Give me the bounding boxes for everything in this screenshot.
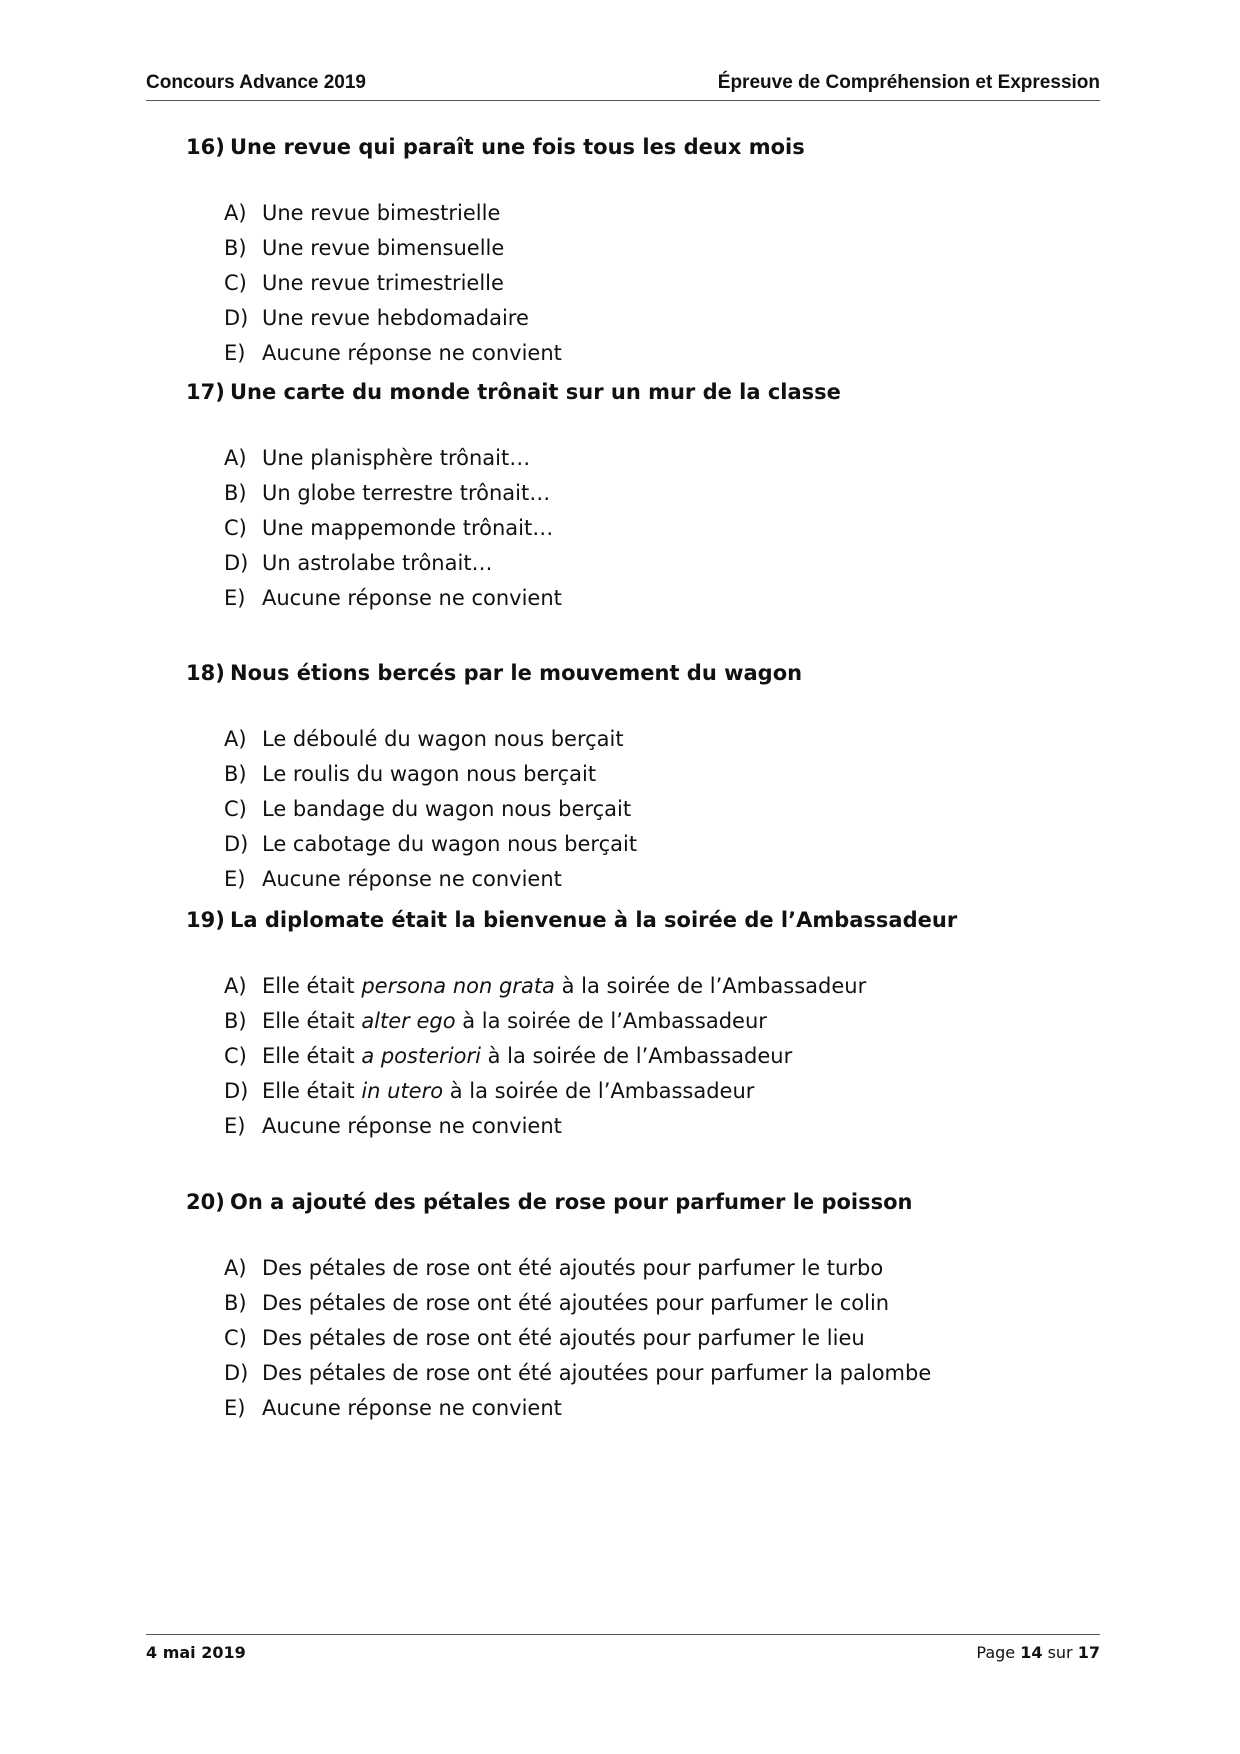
page-footer <box>146 1634 1100 1662</box>
option-text: Le bandage du wagon nous berçait <box>262 797 632 821</box>
option-letter: E) <box>224 586 246 610</box>
question-title <box>186 132 1086 162</box>
option-item <box>224 829 637 864</box>
option-letter: A) <box>224 446 247 470</box>
option-italic-term: persona non grata <box>361 974 555 998</box>
option-text: Aucune réponse ne convient <box>262 586 562 610</box>
option-letter: E) <box>224 1114 246 1138</box>
option-text: Elle était <box>262 974 362 998</box>
option-letter: A) <box>224 201 247 225</box>
option-item <box>224 724 637 759</box>
options-list <box>224 724 637 899</box>
option-text: Aucune réponse ne convient <box>262 341 562 365</box>
option-text: Le déboulé du wagon nous berçait <box>262 727 624 751</box>
question-title <box>186 658 1086 688</box>
option-letter: E) <box>224 867 246 891</box>
option-text-suffix: à la soirée de l’Ambassadeur <box>480 1044 793 1068</box>
option-text: Un astrolabe trônait… <box>262 551 493 575</box>
option-letter: A) <box>224 727 247 751</box>
options-list <box>224 1253 931 1428</box>
page-header <box>146 72 1100 101</box>
question-title <box>186 1187 1086 1217</box>
option-item <box>224 759 637 794</box>
option-letter: B) <box>224 481 247 505</box>
option-item <box>224 1358 931 1393</box>
option-letter: E) <box>224 1396 246 1420</box>
option-letter: D) <box>224 1079 249 1103</box>
option-letter: A) <box>224 1256 247 1280</box>
option-item <box>224 864 637 899</box>
exam-date: 4 mai 2019 <box>146 1643 246 1662</box>
option-item <box>224 1076 866 1111</box>
option-italic-term: a posteriori <box>361 1044 481 1068</box>
option-item <box>224 198 562 233</box>
options-list <box>224 198 562 373</box>
option-letter: C) <box>224 271 247 295</box>
option-letter: D) <box>224 832 249 856</box>
option-letter: D) <box>224 1361 249 1385</box>
option-item <box>224 548 562 583</box>
question-number: 17) <box>186 380 225 404</box>
option-letter: C) <box>224 516 247 540</box>
option-text: Aucune réponse ne convient <box>262 867 562 891</box>
option-letter: D) <box>224 551 249 575</box>
option-item <box>224 1288 931 1323</box>
option-text: Une planisphère trônait… <box>262 446 531 470</box>
option-item <box>224 478 562 513</box>
option-item <box>224 513 562 548</box>
option-item <box>224 583 562 618</box>
option-item <box>224 1393 931 1428</box>
option-text: Elle était <box>262 1009 362 1033</box>
option-item <box>224 971 866 1006</box>
page-total: 17 <box>1077 1643 1100 1662</box>
question-number: 18) <box>186 661 225 685</box>
option-text: Des pétales de rose ont été ajoutés pour parfumer le turbo <box>262 1256 884 1280</box>
option-italic-term: alter ego <box>361 1009 456 1033</box>
options-list <box>224 971 866 1146</box>
option-item <box>224 1253 931 1288</box>
question-number: 16) <box>186 135 225 159</box>
option-item <box>224 1323 931 1358</box>
question-17 <box>186 377 1086 610</box>
question-text: La diplomate était la bienvenue à la soirée de l’Ambassadeur <box>230 908 958 932</box>
option-letter: B) <box>224 1291 247 1315</box>
option-text: Aucune réponse ne convient <box>262 1114 562 1138</box>
option-text: Une mappemonde trônait… <box>262 516 554 540</box>
question-text: On a ajouté des pétales de rose pour parfumer le poisson <box>230 1190 913 1214</box>
question-text: Une carte du monde trônait sur un mur de la classe <box>230 380 841 404</box>
option-text: Elle était <box>262 1044 362 1068</box>
exam-title: Concours Advance 2019 <box>146 72 366 93</box>
section-title: Épreuve de Compréhension et Expression <box>717 72 1100 93</box>
option-item <box>224 338 562 373</box>
option-text-suffix: à la soirée de l’Ambassadeur <box>554 974 867 998</box>
option-letter: B) <box>224 1009 247 1033</box>
options-list <box>224 443 562 618</box>
option-letter: C) <box>224 1326 247 1350</box>
option-text: Une revue hebdomadaire <box>262 306 529 330</box>
question-20 <box>186 1187 1086 1420</box>
option-text-suffix: à la soirée de l’Ambassadeur <box>443 1079 755 1103</box>
option-item <box>224 268 562 303</box>
option-text: Des pétales de rose ont été ajoutées pour parfumer le colin <box>262 1291 890 1315</box>
option-item <box>224 233 562 268</box>
option-item <box>224 1006 866 1041</box>
option-letter: B) <box>224 762 247 786</box>
question-16 <box>186 132 1086 365</box>
option-item <box>224 1041 866 1076</box>
option-letter: E) <box>224 341 246 365</box>
page-word: Page <box>976 1643 1016 1662</box>
option-text: Une revue bimestrielle <box>262 201 501 225</box>
option-letter: C) <box>224 1044 247 1068</box>
option-text: Un globe terrestre trônait… <box>262 481 551 505</box>
option-letter: D) <box>224 306 249 330</box>
question-18 <box>186 658 1086 891</box>
question-text: Nous étions bercés par le mouvement du wagon <box>230 661 803 685</box>
option-letter: B) <box>224 236 247 260</box>
question-title <box>186 377 1086 407</box>
option-item <box>224 1111 866 1146</box>
option-text: Le cabotage du wagon nous berçait <box>262 832 638 856</box>
option-item <box>224 303 562 338</box>
page-sep: sur <box>1047 1643 1073 1662</box>
question-number: 19) <box>186 908 225 932</box>
option-text: Une revue trimestrielle <box>262 271 504 295</box>
option-text: Elle était <box>262 1079 362 1103</box>
option-text: Une revue bimensuelle <box>262 236 505 260</box>
option-letter: A) <box>224 974 247 998</box>
question-number: 20) <box>186 1190 225 1214</box>
option-text: Aucune réponse ne convient <box>262 1396 562 1420</box>
question-title <box>186 905 1086 935</box>
option-text: Des pétales de rose ont été ajoutées pour parfumer la palombe <box>262 1361 932 1385</box>
option-letter: C) <box>224 797 247 821</box>
option-text-suffix: à la soirée de l’Ambassadeur <box>455 1009 767 1033</box>
option-item <box>224 794 637 829</box>
option-italic-term: in utero <box>361 1079 444 1103</box>
page-current: 14 <box>1020 1643 1043 1662</box>
page-number <box>976 1643 1100 1662</box>
question-19 <box>186 905 1086 1138</box>
option-text: Le roulis du wagon nous berçait <box>262 762 597 786</box>
option-text: Des pétales de rose ont été ajoutés pour parfumer le lieu <box>262 1326 865 1350</box>
option-item <box>224 443 562 478</box>
question-text: Une revue qui paraît une fois tous les deux mois <box>230 135 805 159</box>
